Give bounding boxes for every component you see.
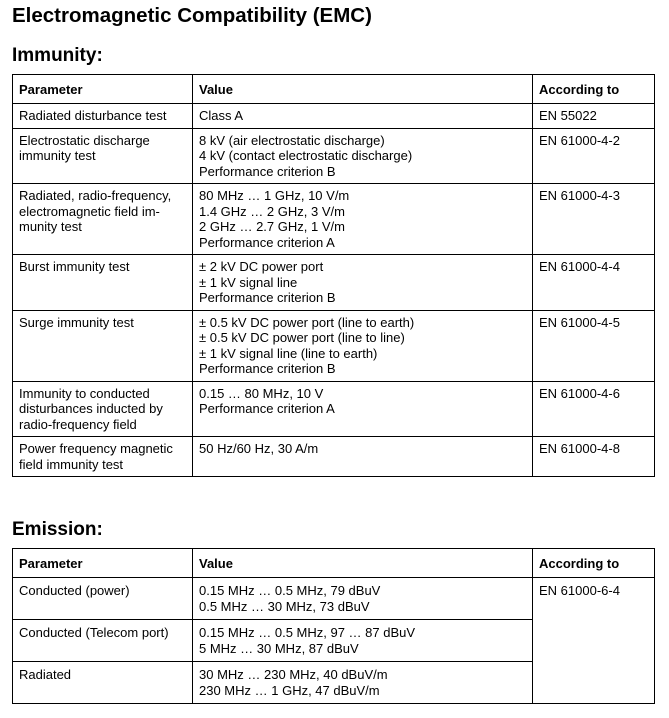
value-line: Performance criterion A <box>199 401 335 416</box>
value-cell <box>193 128 533 184</box>
emission-header-row <box>13 549 655 578</box>
parameter-line: Immunity to conducted <box>19 385 150 401</box>
parameter-cell <box>13 662 193 704</box>
parameter-line: Power frequency magnetic <box>19 441 173 456</box>
standard-cell: EN 61000-4-2 <box>533 128 655 184</box>
standard-cell: EN 61000-4-3 <box>533 184 655 255</box>
parameter-cell <box>13 310 193 381</box>
value-line: 0.5 MHz … 30 MHz, 73 dBuV <box>199 598 370 614</box>
header-value: Value <box>193 75 533 104</box>
immunity-table <box>12 74 655 477</box>
value-cell <box>193 662 533 704</box>
parameter-line: field immunity test <box>19 456 124 472</box>
parameter-line: Conducted (power) <box>19 583 130 598</box>
value-cell <box>193 310 533 381</box>
parameter-line: Burst immunity test <box>19 259 130 274</box>
parameter-cell <box>13 255 193 311</box>
value-line: Class A <box>199 108 244 123</box>
value-line: Performance criterion A <box>199 234 335 250</box>
parameter-line: disturbances inducted by <box>19 401 163 416</box>
immunity-heading: Immunity: <box>12 45 103 66</box>
header-parameter: Parameter <box>13 75 193 104</box>
emission-heading: Emission: <box>12 519 103 540</box>
value-cell <box>193 104 533 129</box>
header-parameter: Parameter <box>13 549 193 578</box>
table-row <box>13 104 655 129</box>
standard-cell: EN 55022 <box>533 104 655 129</box>
value-line: Performance criterion B <box>199 361 336 376</box>
value-line: 50 Hz/60 Hz, 30 A/m <box>199 441 319 456</box>
header-according-to: According to <box>533 549 655 578</box>
parameter-line: munity test <box>19 219 82 234</box>
parameter-line: electromagnetic field im- <box>19 203 160 219</box>
value-line: 5 MHz … 30 MHz, 87 dBuV <box>199 640 359 656</box>
parameter-cell <box>13 437 193 477</box>
value-line: 0.15 MHz … 0.5 MHz, 97 … 87 dBuV <box>199 625 416 640</box>
standard-cell: EN 61000-4-4 <box>533 255 655 311</box>
value-line: 230 MHz … 1 GHz, 47 dBuV/m <box>199 682 380 698</box>
table-row <box>13 184 655 255</box>
value-cell <box>193 437 533 477</box>
parameter-line: Conducted (Telecom port) <box>19 625 169 640</box>
table-row <box>13 578 655 620</box>
value-cell <box>193 620 533 662</box>
value-line: 0.15 MHz … 0.5 MHz, 79 dBuV <box>199 583 381 598</box>
value-line: Performance criterion B <box>199 290 336 305</box>
header-according-to: According to <box>533 75 655 104</box>
parameter-line: Electrostatic discharge <box>19 132 150 148</box>
standard-cell: EN 61000-6-4 <box>533 578 655 704</box>
parameter-line: Radiated <box>19 667 72 682</box>
header-value: Value <box>193 549 533 578</box>
value-line: Performance criterion B <box>199 163 336 179</box>
value-line: 80 MHz … 1 GHz, 10 V/m <box>199 188 350 203</box>
table-row <box>13 255 655 311</box>
value-cell <box>193 255 533 311</box>
parameter-line: immunity test <box>19 148 96 163</box>
parameter-line: Surge immunity test <box>19 314 134 330</box>
standard-cell: EN 61000-4-8 <box>533 437 655 477</box>
value-line: 30 MHz … 230 MHz, 40 dBuV/m <box>199 667 388 682</box>
value-cell <box>193 184 533 255</box>
parameter-cell <box>13 184 193 255</box>
table-row <box>13 381 655 437</box>
parameter-line: Radiated, radio-frequency, <box>19 188 172 203</box>
value-line: ± 1 kV signal line <box>199 274 298 290</box>
value-line: 0.15 … 80 MHz, 10 V <box>199 385 324 401</box>
value-line: 8 kV (air electrostatic discharge) <box>199 132 385 148</box>
value-line: 4 kV (contact electrostatic discharge) <box>199 148 413 163</box>
value-line: ± 0.5 kV DC power port (line to earth) <box>199 314 415 330</box>
parameter-cell <box>13 620 193 662</box>
parameter-line: Radiated disturbance test <box>19 108 167 123</box>
value-line: 1.4 GHz … 2 GHz, 3 V/m <box>199 203 345 219</box>
table-row <box>13 437 655 477</box>
standard-cell: EN 61000-4-5 <box>533 310 655 381</box>
parameter-cell <box>13 104 193 129</box>
value-line: ± 0.5 kV DC power port (line to line) <box>199 330 405 345</box>
page-title: Electromagnetic Compatibility (EMC) <box>12 4 372 27</box>
value-line: 2 GHz … 2.7 GHz, 1 V/m <box>199 219 345 234</box>
table-row <box>13 310 655 381</box>
immunity-header-row <box>13 75 655 104</box>
value-cell <box>193 381 533 437</box>
parameter-cell <box>13 128 193 184</box>
emission-table <box>12 548 655 704</box>
standard-cell: EN 61000-4-6 <box>533 381 655 437</box>
parameter-line: radio-frequency field <box>19 416 137 432</box>
value-line: ± 1 kV signal line (line to earth) <box>199 345 378 361</box>
parameter-cell <box>13 578 193 620</box>
value-cell <box>193 578 533 620</box>
parameter-cell <box>13 381 193 437</box>
value-line: ± 2 kV DC power port <box>199 259 324 274</box>
table-row <box>13 128 655 184</box>
